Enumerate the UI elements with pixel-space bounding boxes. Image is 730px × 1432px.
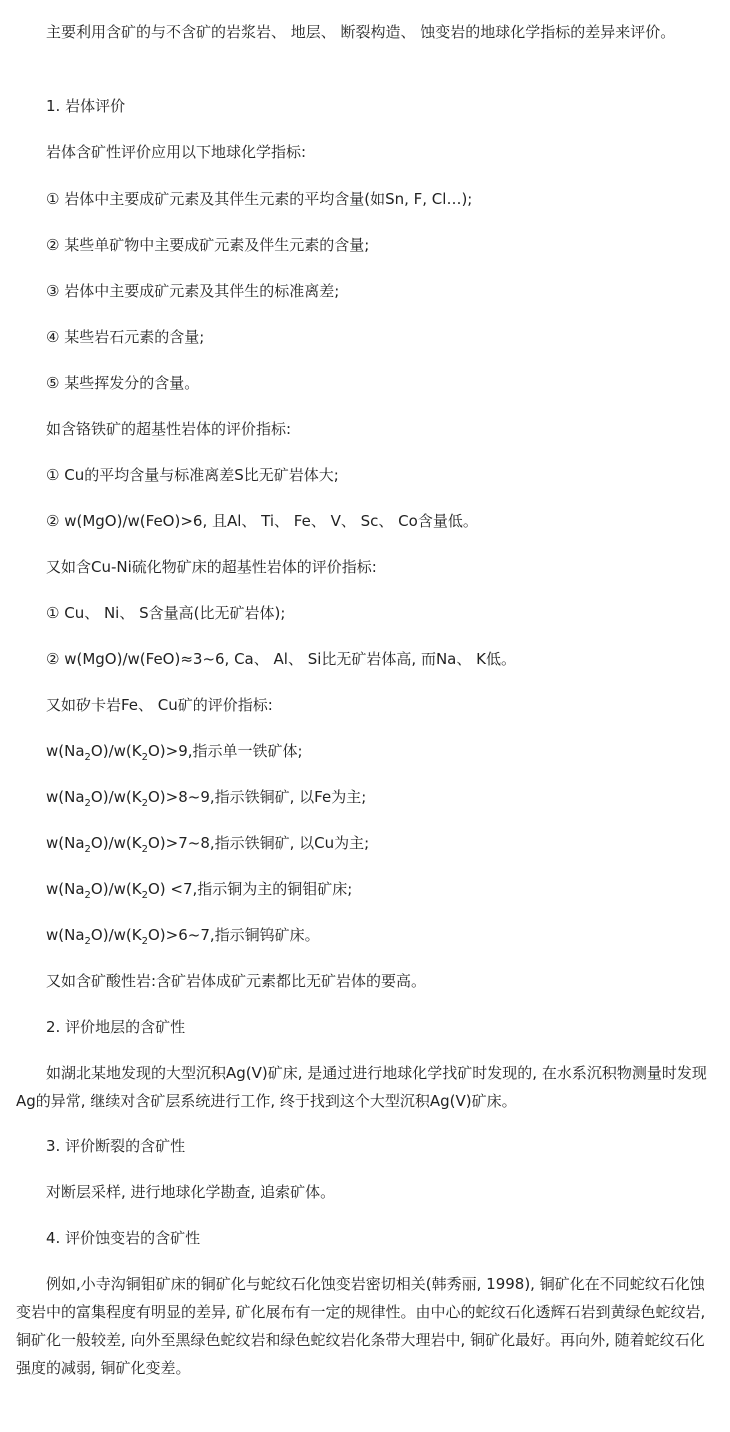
ratio-tail: <7,指示铜为主的铜钼矿床; [165,880,353,898]
ratio-sub: 2 [84,890,91,901]
indicator-item: ② 某些单矿物中主要成矿元素及伴生元素的含量; [46,236,370,254]
section-4-heading: 4. 评价蚀变岩的含矿性 [46,1229,201,1247]
indicator-item: ③ 岩体中主要成矿元素及其伴生的标准离差; [46,282,340,300]
ratio-tail: >7~8,指示铁铜矿, 以Cu为主; [165,834,370,852]
ratio-sub: 2 [141,752,148,763]
ratio-sub: 2 [141,844,148,855]
ratio-sub: 2 [84,936,91,947]
ratio-sub: 2 [84,798,91,809]
section-1-lead: 岩体含矿性评价应用以下地球化学指标: [46,143,307,161]
indicator-item: ④ 某些岩石元素的含量; [46,328,205,346]
ratio-a: w(Na [46,788,85,806]
ratio-line [46,829,369,857]
ratio-a: w(Na [46,880,85,898]
cu-ni-item: ① Cu、 Ni、 S含量高(比无矿岩体); [46,604,286,622]
ratio-e: O) [147,926,166,944]
section-1-heading: 1. 岩体评价 [46,97,126,115]
ratio-sub: 2 [141,798,148,809]
chromite-item: ① Cu的平均含量与标准离差S比无矿岩体大; [46,466,339,484]
ratio-c: O)/w(K [90,834,142,852]
chromite-lead: 如含铬铁矿的超基性岩体的评价指标: [46,420,292,438]
acid-rock-line: 又如含矿酸性岩:含矿岩体成矿元素都比无矿岩体的要高。 [46,972,427,990]
intro-paragraph: 主要利用含矿的与不含矿的岩浆岩、 地层、 断裂构造、 蚀变岩的地球化学指标的差异来评价。 [46,23,676,41]
ratio-c: O)/w(K [90,742,142,760]
section-4-paragraph: 例如,小寺沟铜钼矿床的铜矿化与蛇纹石化蚀变岩密切相关(韩秀丽, 1998), 铜矿化在不同蛇纹石化蚀变岩中的富集程度有明显的差异, 矿化展布有一定的规律性。由中心的蛇纹石化透辉石岩到黄绿色蛇纹岩, 铜矿化一般较差, 向外至黑绿色蛇纹岩和绿色蛇纹岩化条带大理岩中, 铜矿化最好。再向外, 随着蛇纹石化强度的减弱, 铜矿化变差。 [16,1275,706,1377]
section-3-paragraph: 对断层采样, 进行地球化学勘查, 追索矿体。 [46,1183,336,1201]
ratio-line [46,783,366,811]
cu-ni-lead: 又如含Cu-Ni硫化物矿床的超基性岩体的评价指标: [46,558,377,576]
cu-ni-item: ② w(MgO)/w(FeO)≈3~6, Ca、 Al、 Si比无矿岩体高, 而Na、 K低。 [46,650,516,668]
ratio-e: O) [147,788,166,806]
ratio-c: O)/w(K [90,788,142,806]
ratio-a: w(Na [46,742,85,760]
indicator-item: ① 岩体中主要成矿元素及其伴生元素的平均含量(如Sn, F, Cl…); [46,190,473,208]
ratio-sub: 2 [84,844,91,855]
ratio-c: O)/w(K [90,926,142,944]
skarn-lead: 又如矽卡岩Fe、 Cu矿的评价指标: [46,696,273,714]
ratio-line [46,875,352,903]
ratio-sub: 2 [141,890,148,901]
indicator-item: ⑤ 某些挥发分的含量。 [46,374,200,392]
ratio-tail: >9,指示单一铁矿体; [165,742,303,760]
ratio-a: w(Na [46,834,85,852]
ratio-sub: 2 [141,936,148,947]
ratio-sub: 2 [84,752,91,763]
ratio-tail: >6~7,指示铜钨矿床。 [165,926,320,944]
section-2-paragraph: 如湖北某地发现的大型沉积Ag(V)矿床, 是通过进行地球化学找矿时发现的, 在水系沉积物测量时发现Ag的异常, 继续对含矿层系统进行工作, 终于找到这个大型沉积Ag(V)矿床。 [16,1064,707,1110]
ratio-line [46,921,320,949]
ratio-e: O) [147,880,166,898]
ratio-a: w(Na [46,926,85,944]
ratio-e: O) [147,834,166,852]
section-3-heading: 3. 评价断裂的含矿性 [46,1137,186,1155]
ratio-e: O) [147,742,166,760]
ratio-c: O)/w(K [90,880,142,898]
section-2-heading: 2. 评价地层的含矿性 [46,1018,186,1036]
chromite-item: ② w(MgO)/w(FeO)>6, 且Al、 Ti、 Fe、 V、 Sc、 Co含量低。 [46,512,478,530]
ratio-line [46,737,303,765]
ratio-tail: >8~9,指示铁铜矿, 以Fe为主; [165,788,367,806]
